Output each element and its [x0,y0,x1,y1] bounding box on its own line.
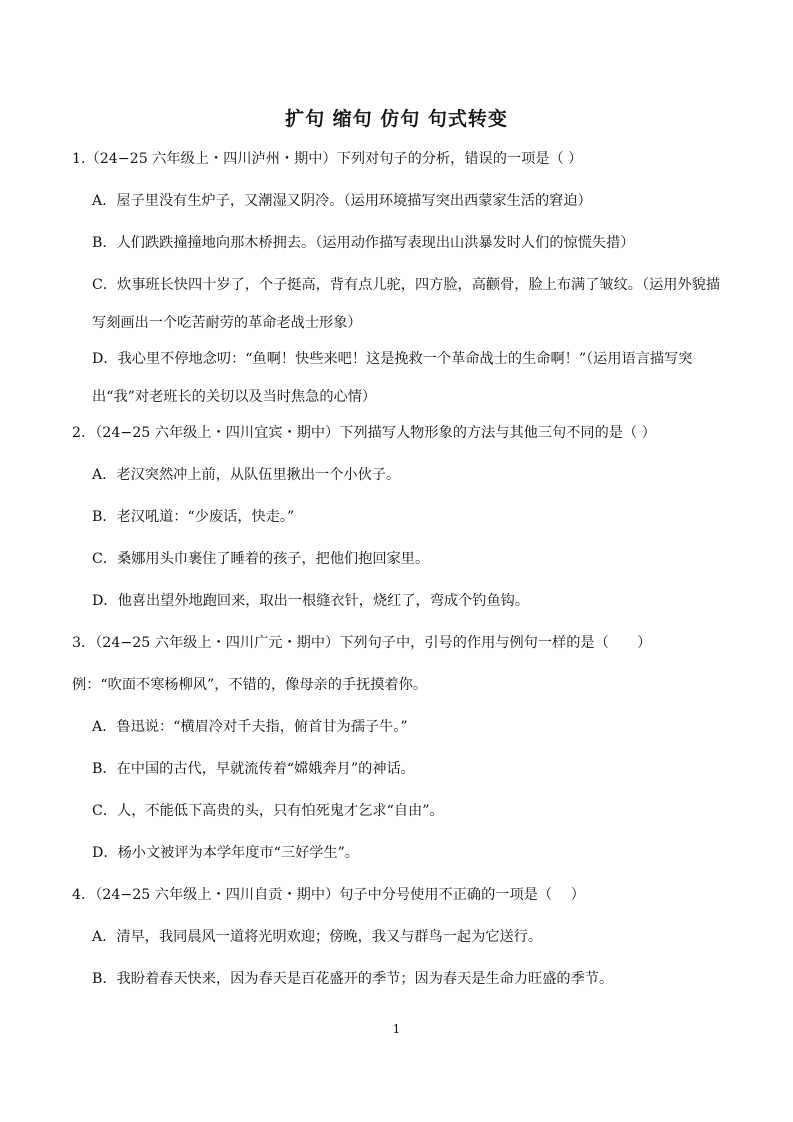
question-stem: 3．（24−25 六年级上・四川广元・期中）下列句子中，引号的作用与例句一样的是（ ） [72,635,652,651]
example-sentence: 例：“吹面不寒杨柳风”，不错的，像母亲的手抚摸着你。 [72,677,428,693]
option-a: A．老汉突然冲上前，从队伍里揪出一个小伙子。 [92,467,401,483]
option-c: C．人，不能低下高贵的头，只有怕死鬼才乞求“自由”。 [92,803,444,819]
option-a: A．清早，我同晨风一道将光明欢迎；傍晚，我又与群鸟一起为它送行。 [92,929,543,945]
option-a: A．鲁迅说：“横眉冷对千夫指，俯首甘为孺子牛。” [92,719,408,735]
question-stem: 1.（24−25 六年级上・四川泸州・期中）下列对句子的分析，错误的一项是（ ） [72,151,583,167]
option-b: B．在中国的古代，早就流传着“嫦娥奔月”的神话。 [92,761,415,777]
option-a: A．屋子里没有生炉子，又潮湿又阴冷。（运用环境描写突出西蒙家生活的窘迫） [92,193,592,209]
option-b: B．老汉吼道：“少废话，快走。” [92,509,295,525]
question-3 [72,630,730,882]
question-stem: 4．（24−25 六年级上・四川自贡・期中）句子中分号使用不正确的一项是（ ） [72,887,585,903]
question-1 [72,146,730,416]
question-2 [72,420,730,630]
question-stem: 2．（24−25 六年级上・四川宜宾・期中）下列描写人物形象的方法与其他三句不同的是（ ） [72,425,656,441]
option-b: B．我盼着春天快来，因为春天是百花盛开的季节；因为春天是生命力旺盛的季节。 [92,971,614,987]
question-4 [72,882,730,1008]
question-list [72,146,730,1008]
option-c: C．桑娜用头巾裹住了睡着的孩子，把他们抱回家里。 [92,551,430,567]
option-d: D．杨小文被评为本学年度市“三好学生”。 [92,845,360,861]
page-number: 1 [392,1022,401,1036]
page-title: 扩句 缩句 仿句 句式转变 [285,108,508,130]
option-b: B．人们跌跌撞撞地向那木桥拥去。（运用动作描写表现出山洪暴发时人们的惊慌失措） [92,235,635,251]
option-d: D．他喜出望外地跑回来，取出一根缝衣针，烧红了，弯成个钓鱼钩。 [92,593,530,609]
option-d: D．我心里不停地念叨：“鱼啊！快些来吧！这是挽救一个革命战士的生命啊！”（运用语言描写突出“我”对老班长的关切以及当时焦急的心情） [92,351,693,405]
option-c: C．炊事班长快四十岁了，个子挺高，背有点儿驼，四方脸，高颧骨，脸上布满了皱纹。（运用外貌描写刻画出一个吃苦耐劳的革命老战士形象） [92,277,721,331]
